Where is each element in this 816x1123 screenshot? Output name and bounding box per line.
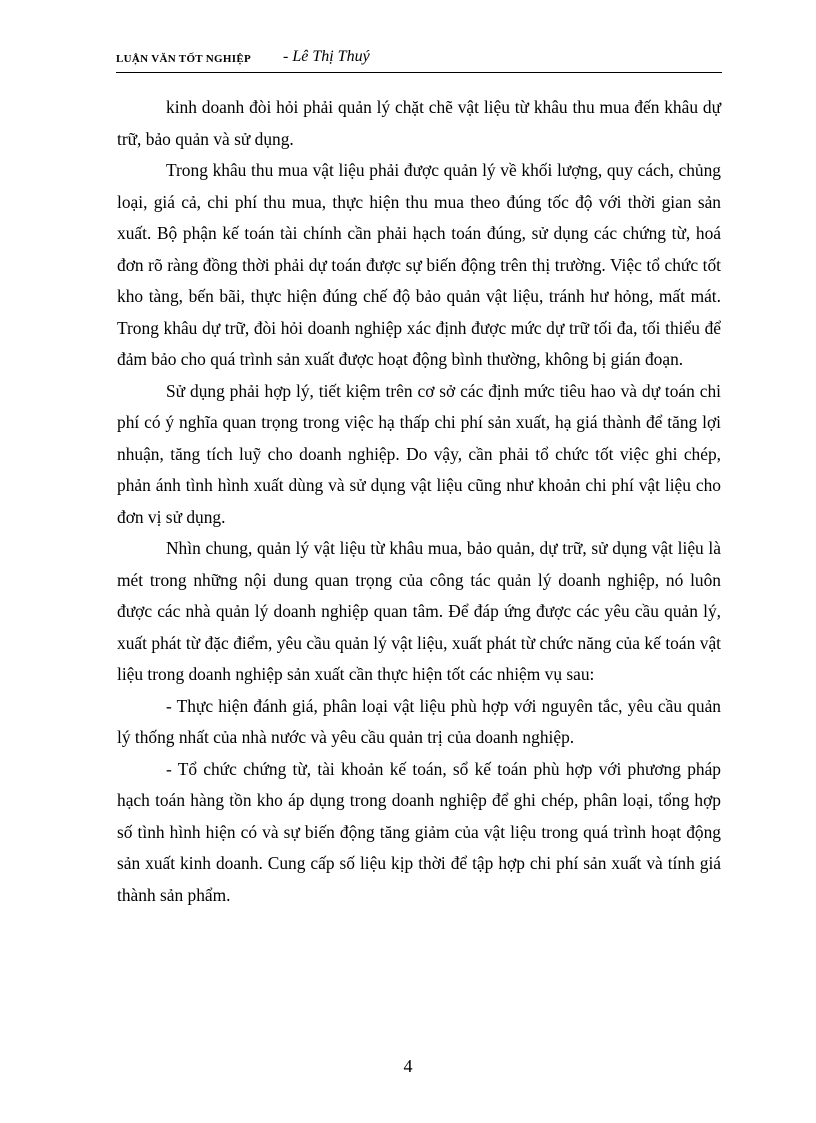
thesis-label: LUẬN VĂN TỐT NGHIỆP (116, 53, 251, 65)
page-header (116, 46, 722, 73)
paragraph: - Tổ chức chứng từ, tài khoản kế toán, sổ kế toán phù hợp với phương pháp hạch toán hàng tồn kho áp dụng trong doanh nghiệp để ghi chép, phân loại, tổng hợp số tình hình hiện có và sự biến động tăng giảm của vật liệu trong quá trình hoạt động sản xuất kinh doanh. Cung cấp số liệu kịp thời để tập hợp chi phí sản xuất và tính giá thành sản phẩm. (117, 758, 721, 905)
document-body (117, 92, 721, 911)
paragraph: Nhìn chung, quản lý vật liệu từ khâu mua, bảo quản, dự trữ, sử dụng vật liệu là mét trong những nội dung quan trọng của công tác quản lý doanh nghiệp, nó luôn được các nhà quản lý doanh nghiệp quan tâm. Để đáp ứng được các yêu cầu quản lý, xuất phát từ đặc điểm, yêu cầu quản lý vật liệu, xuất phát từ chức năng của kế toán vật liệu trong doanh nghiệp sản xuất cần thực hiện tốt các nhiệm vụ sau: (117, 538, 721, 684)
paragraph: kinh doanh đòi hỏi phải quản lý chặt chẽ vật liệu từ khâu thu mua đến khâu dự trữ, bảo quản và sử dụng. (117, 97, 721, 149)
page-number: 4 (403, 1056, 413, 1076)
paragraph: Trong khâu thu mua vật liệu phải được quản lý về khối lượng, quy cách, chủng loại, giá cả, chi phí thu mua, thực hiện thu mua theo đúng tốc độ với thời gian sản xuất. Bộ phận kế toán tài chính cần phải hạch toán đúng, sử dụng các chứng từ, hoá đơn rõ ràng đồng thời phải dự toán được sự biến động trên thị trường. Việc tổ chức tốt kho tàng, bến bãi, thực hiện đúng chế độ bảo quản vật liệu, tránh hư hỏng, mất mát. Trong khâu dự trữ, đòi hỏi doanh nghiệp xác định được mức dự trữ tối đa, tối thiểu để đảm bảo cho quá trình sản xuất được hoạt động bình thường, không bị gián đoạn. (117, 160, 721, 369)
author-name: - Lê Thị Thuý (283, 48, 370, 65)
paragraph: - Thực hiện đánh giá, phân loại vật liệu phù hợp với nguyên tắc, yêu cầu quản lý thống nhất của nhà nước và yêu cầu quản trị của doanh nghiệp. (117, 695, 721, 747)
paragraph: Sử dụng phải hợp lý, tiết kiệm trên cơ sở các định mức tiêu hao và dự toán chi phí có ý nghĩa quan trọng trong việc hạ thấp chi phí sản xuất, hạ giá thành để tăng lợi nhuận, tăng tích luỹ cho doanh nghiệp. Do vậy, cần phải tổ chức tốt việc ghi chép, phản ánh tình hình xuất dùng và sử dụng vật liệu cũng như khoản chi phí vật liệu cho đơn vị sử dụng. (117, 380, 721, 527)
